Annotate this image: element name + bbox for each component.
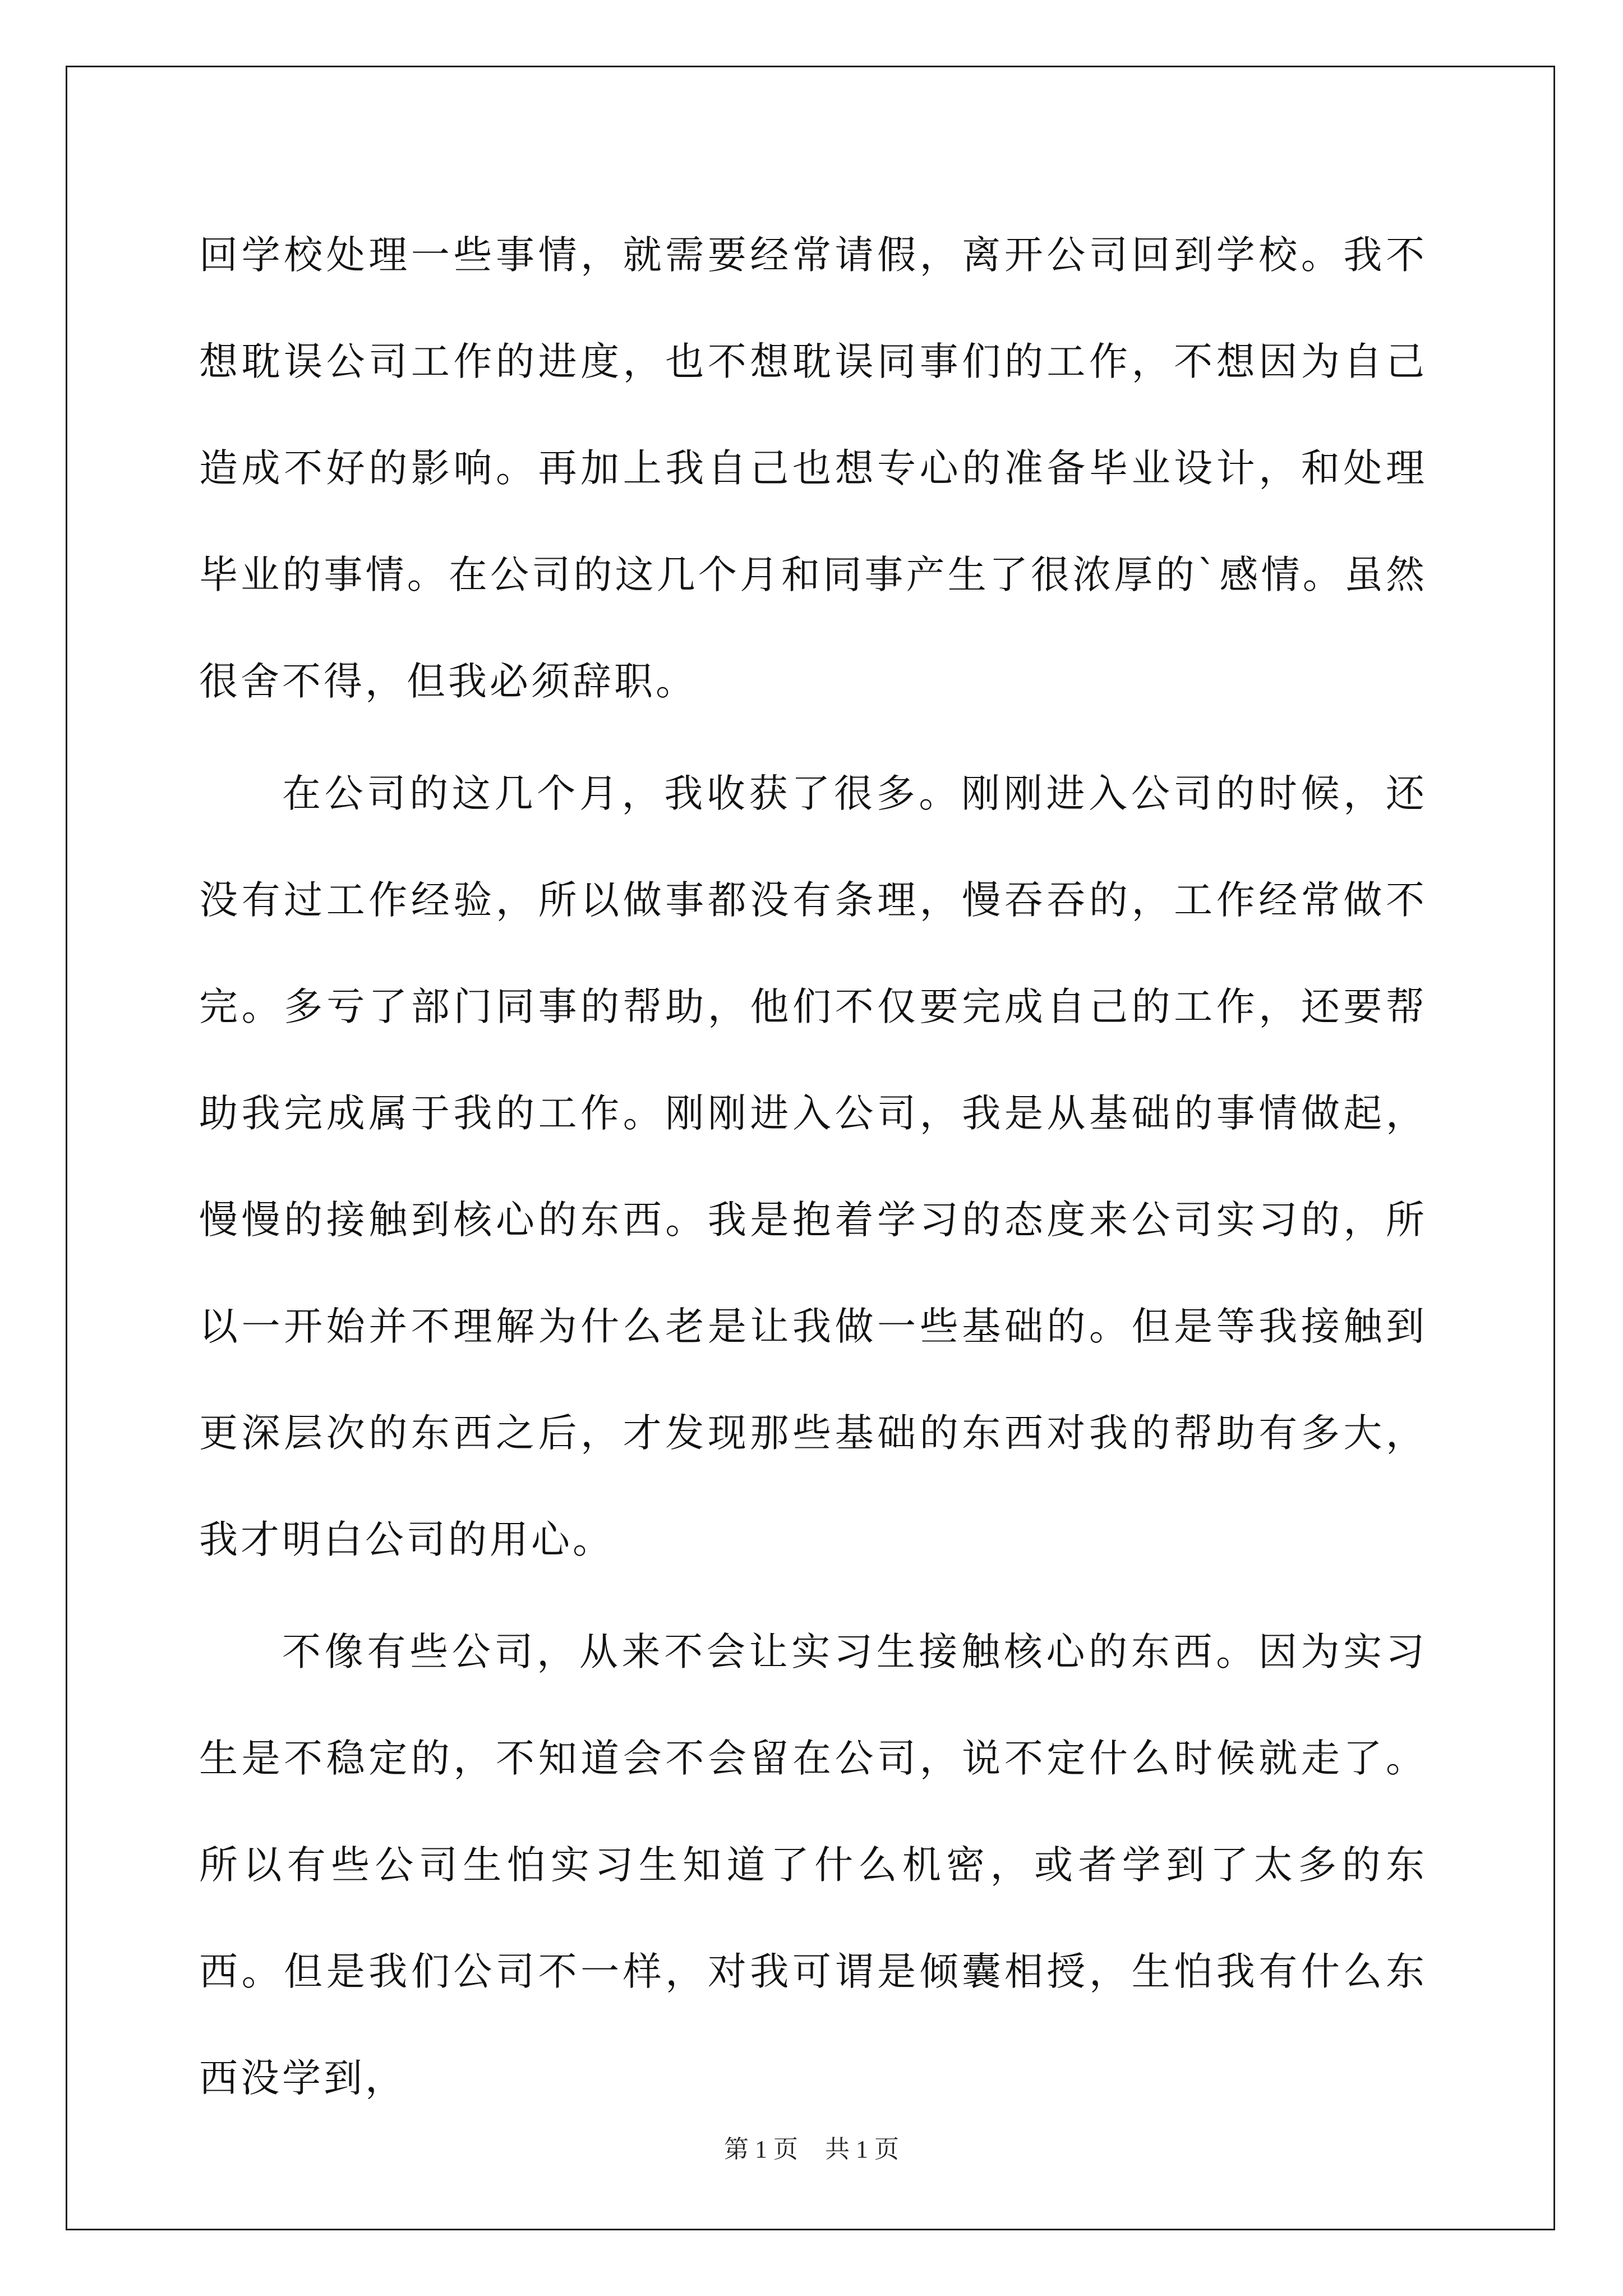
paragraph-3: 不像有些公司，从来不会让实习生接触核心的东西。因为实习生是不稳定的，不知道会不会留在公司，说不定什么时候就走了。所以有些公司生怕实习生知道了什么机密，或者学到了太多的东西。但是我们公司不一样，对我可谓是倾囊相授，生怕我有什么东西没学到， [199,1630,1427,2101]
total-page-count: 共 1 页 [825,2136,899,2163]
document-body [199,202,1427,2132]
current-page-number: 第 1 页 [724,2136,798,2163]
paragraph-1: 回学校处理一些事情，就需要经常请假，离开公司回到学校。我不想耽误公司工作的进度，也不想耽误同事们的工作，不想因为自己造成不好的影响。再加上我自己也想专心的准备毕业设计，和处理毕业的事情。在公司的这几个月和同事产生了很浓厚的`感情。虽然很舍不得，但我必须辞职。 [199,233,1427,704]
page-footer [0,2129,1623,2165]
paragraph-2: 在公司的这几个月，我收获了很多。刚刚进入公司的时候，还没有过工作经验，所以做事都没有条理，慢吞吞的，工作经常做不完。多亏了部门同事的帮助，他们不仅要完成自己的工作，还要帮助我完成属于我的工作。刚刚进入公司，我是从基础的事情做起，慢慢的接触到核心的东西。我是抱着学习的态度来公司实习的，所以一开始并不理解为什么老是让我做一些基础的。但是等我接触到更深层次的东西之后，才发现那些基础的东西对我的帮助有多大，我才明白公司的用心。 [199,771,1427,1562]
